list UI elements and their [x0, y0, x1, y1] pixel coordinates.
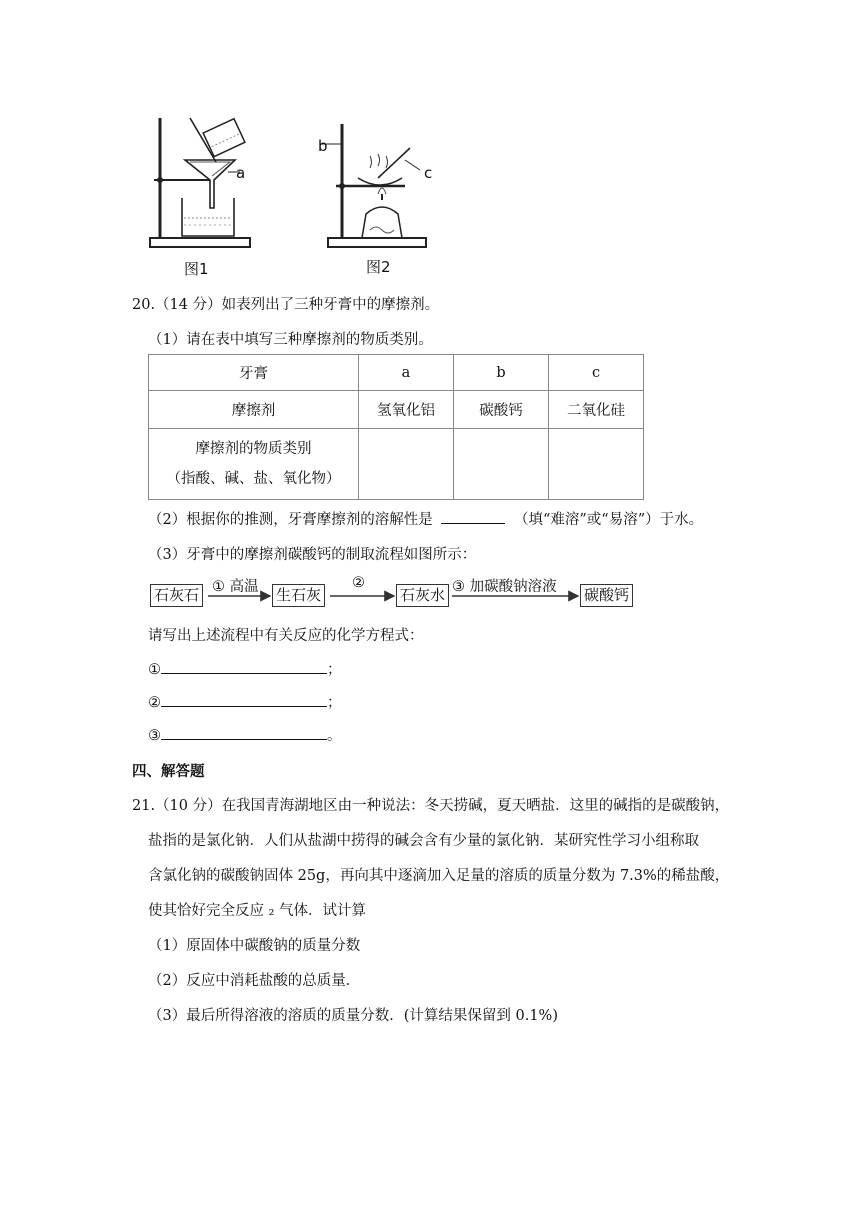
- figure-1-caption: 图1: [184, 260, 209, 278]
- table-cell: 摩擦剂: [149, 391, 359, 429]
- table-cell-category-label: [149, 429, 359, 500]
- figure-1-filtration-apparatus: [140, 110, 260, 280]
- table-header-cell: b: [454, 355, 549, 391]
- q21-sub-1: （1）原固体中碳酸钠的质量分数: [148, 938, 361, 954]
- equation-answer-line-1: [148, 658, 342, 679]
- category-label-line1: 摩擦剂的物质类别: [195, 441, 312, 457]
- q21-sub-2: （2）反应中消耗盐酸的总质量．: [148, 973, 361, 989]
- q21-line-2: 盐指的是氯化钠．人们从盐湖中捞得的碱会含有少量的氯化钠．某研究性学习小组称取: [148, 833, 699, 849]
- q21-line-4: 使其恰好完全反应 ₂ 气体．试计算: [148, 903, 367, 919]
- equation-number: ①: [148, 662, 161, 678]
- flow-box-quicklime: 生石灰: [272, 584, 325, 607]
- equation-blank-2[interactable]: [161, 692, 327, 707]
- table-cell: 碳酸钙: [454, 391, 549, 429]
- equation-blank-1[interactable]: [161, 659, 327, 674]
- table-cell: 二氧化硅: [549, 391, 644, 429]
- flow-label-step2: ②: [352, 575, 365, 591]
- equation-end-punct: 。: [327, 728, 342, 744]
- friction-agent-table: [148, 354, 644, 500]
- answer-cell-a[interactable]: [359, 429, 454, 500]
- figure-2-label-b: b: [318, 137, 328, 155]
- q20-title: 20.（14 分）如表列出了三种牙膏中的摩擦剂。: [132, 297, 440, 313]
- equation-blank-3[interactable]: [161, 725, 327, 740]
- flow-box-calcium-carbonate: 碳酸钙: [580, 584, 633, 607]
- table-cell: 氢氧化铝: [359, 391, 454, 429]
- figure-2-label-c: c: [424, 164, 433, 182]
- figure-2-caption: 图2: [366, 258, 391, 276]
- q20-equation-prompt: 请写出上述流程中有关反应的化学方程式：: [148, 628, 424, 644]
- table-header-cell: 牙膏: [149, 355, 359, 391]
- table-header-cell: a: [359, 355, 454, 391]
- flow-label-step3: ③ 加碳酸钠溶液: [452, 579, 557, 595]
- equation-number: ②: [148, 695, 161, 711]
- solubility-blank[interactable]: [441, 509, 505, 524]
- section-heading: 四、解答题: [132, 764, 205, 780]
- figure-1-label-a: a: [236, 164, 246, 182]
- answer-cell-c[interactable]: [549, 429, 644, 500]
- flow-label-step1: ① 高温: [212, 579, 259, 595]
- flow-box-limestone: 石灰石: [150, 584, 203, 607]
- q21-line-1: 21.（10 分）在我国青海湖地区由一种说法：冬天捞碱，夏天晒盐．这里的碱指的是碳酸钠，: [132, 798, 730, 814]
- q21-line-3: 含氯化钠的碳酸钠固体 25g，再向其中逐滴加入足量的溶质的质量分数为 7.3%的稀盐酸，: [148, 868, 730, 884]
- table-header-cell: c: [549, 355, 644, 391]
- q20-part2: [148, 508, 703, 529]
- equation-number: ③: [148, 728, 161, 744]
- equation-answer-line-3: [148, 724, 342, 745]
- q20-part3: （3）牙膏中的摩擦剂碳酸钙的制取流程如图所示：: [148, 547, 477, 563]
- q20-part1: （1）请在表中填写三种摩擦剂的物质类别。: [148, 332, 433, 348]
- equation-answer-line-2: [148, 691, 342, 712]
- equation-end-punct: ；: [327, 662, 342, 678]
- q20-part2-text: （2）根据你的推测，牙膏摩擦剂的溶解性是: [148, 512, 433, 528]
- q20-part2-tail: （填“难溶”或“易溶”）于水。: [513, 512, 704, 528]
- category-label-line2: （指酸、碱、盐、氧化物）: [166, 471, 341, 487]
- flow-box-limewater: 石灰水: [396, 584, 449, 607]
- q21-sub-3: （3）最后所得溶液的溶质的质量分数．(计算结果保留到 0.1%): [148, 1008, 558, 1024]
- equation-end-punct: ；: [327, 695, 342, 711]
- answer-cell-b[interactable]: [454, 429, 549, 500]
